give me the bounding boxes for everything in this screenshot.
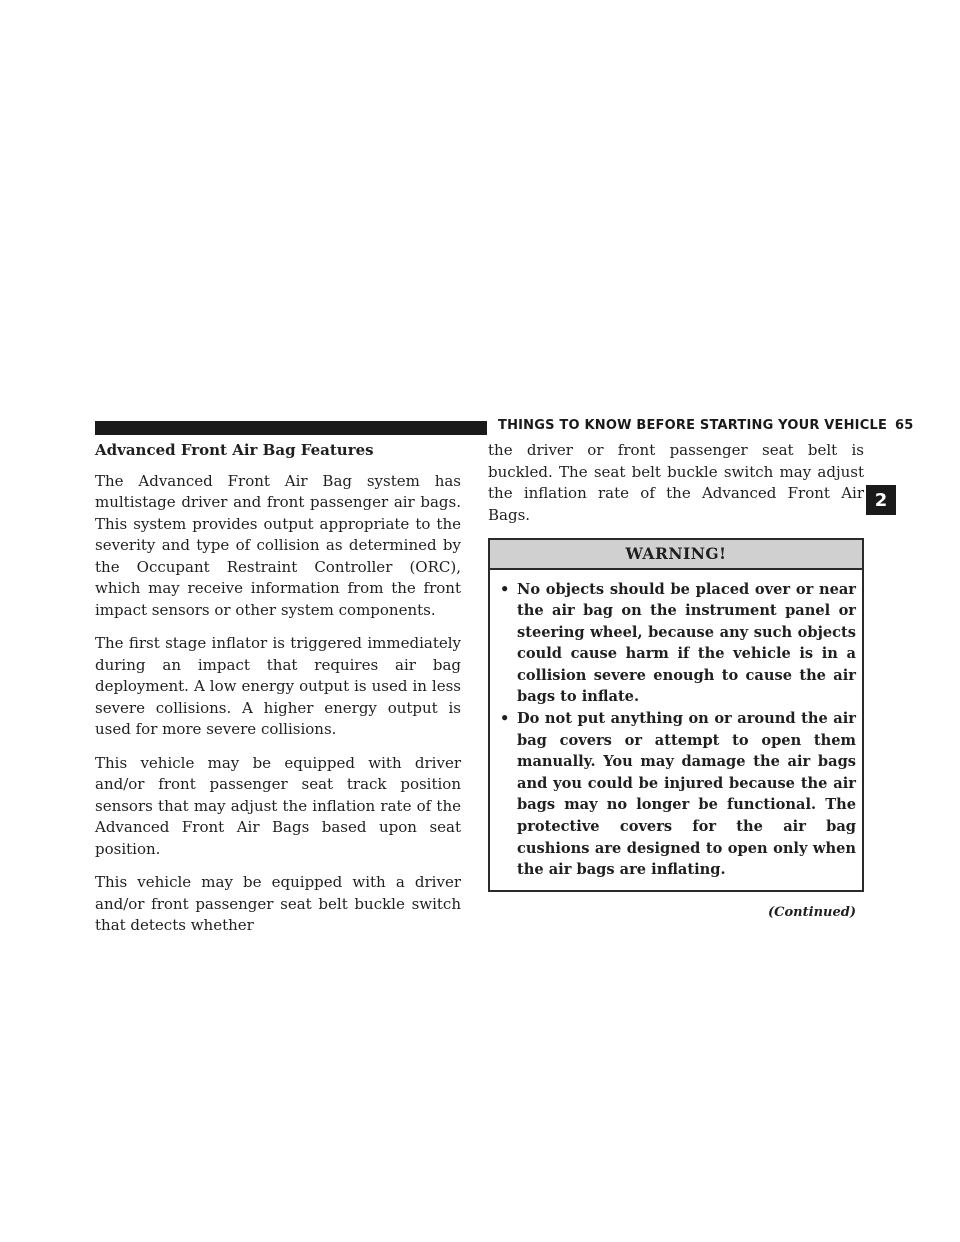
warning-text: Do not put anything on or around the air bag covers or attempt to open them manually. You may damage the air bags and you could be injured because the air bags may no longer be functional. The protective covers for the air bag cushions are designed to open only when the air bags are inflating.: [517, 710, 856, 879]
warning-text: No objects should be placed over or near the air bag on the instrument panel or steering wheel, because any such objects could cause harm if the vehicle is in a collision severe enough to cause the air bags to inflate.: [517, 580, 856, 706]
warning-box: [488, 538, 864, 892]
warning-title: WARNING!: [490, 540, 862, 570]
paragraph: the driver or front passenger seat belt is buckled. The seat belt buckle switch may adjust the inflation rate of the Advanced Front Air Bags.: [488, 441, 864, 524]
warning-list: [490, 570, 862, 890]
bullet-icon: •: [500, 710, 510, 728]
paragraph: This vehicle may be equipped with a driver and/or front passenger seat belt buckle switch that detects whether: [95, 873, 461, 934]
paragraph: The Advanced Front Air Bag system has multistage driver and front passenger air bags. This system provides output appropriate to the severity and type of collision as determined by the Occupant Restraint Controller (ORC), which may receive information from the front impact sensors or other system components.: [95, 471, 461, 619]
paragraph: This vehicle may be equipped with driver and/or front passenger seat track position sensors that may adjust the inflation rate of the Advanced Front Air Bags based upon seat position.: [95, 753, 461, 858]
chapter-tab: 2: [866, 485, 896, 515]
continued-note: (Continued): [768, 904, 856, 920]
header-title: THINGS TO KNOW BEFORE STARTING YOUR VEHICLE: [498, 418, 888, 433]
right-column: [488, 440, 864, 923]
warning-item: [500, 708, 856, 881]
page-number: 65: [895, 418, 914, 433]
running-header: [498, 418, 914, 433]
paragraph: The first stage inflator is triggered immediately during an impact that requires air bag deployment. A low energy output is used in less severe collisions. A higher energy output is used for more severe collisions.: [95, 634, 461, 738]
section-heading: Advanced Front Air Bag Features: [95, 441, 374, 459]
bullet-icon: •: [500, 580, 510, 598]
left-column: [95, 440, 461, 949]
header-rule: [95, 421, 487, 435]
warning-item: [500, 579, 856, 709]
